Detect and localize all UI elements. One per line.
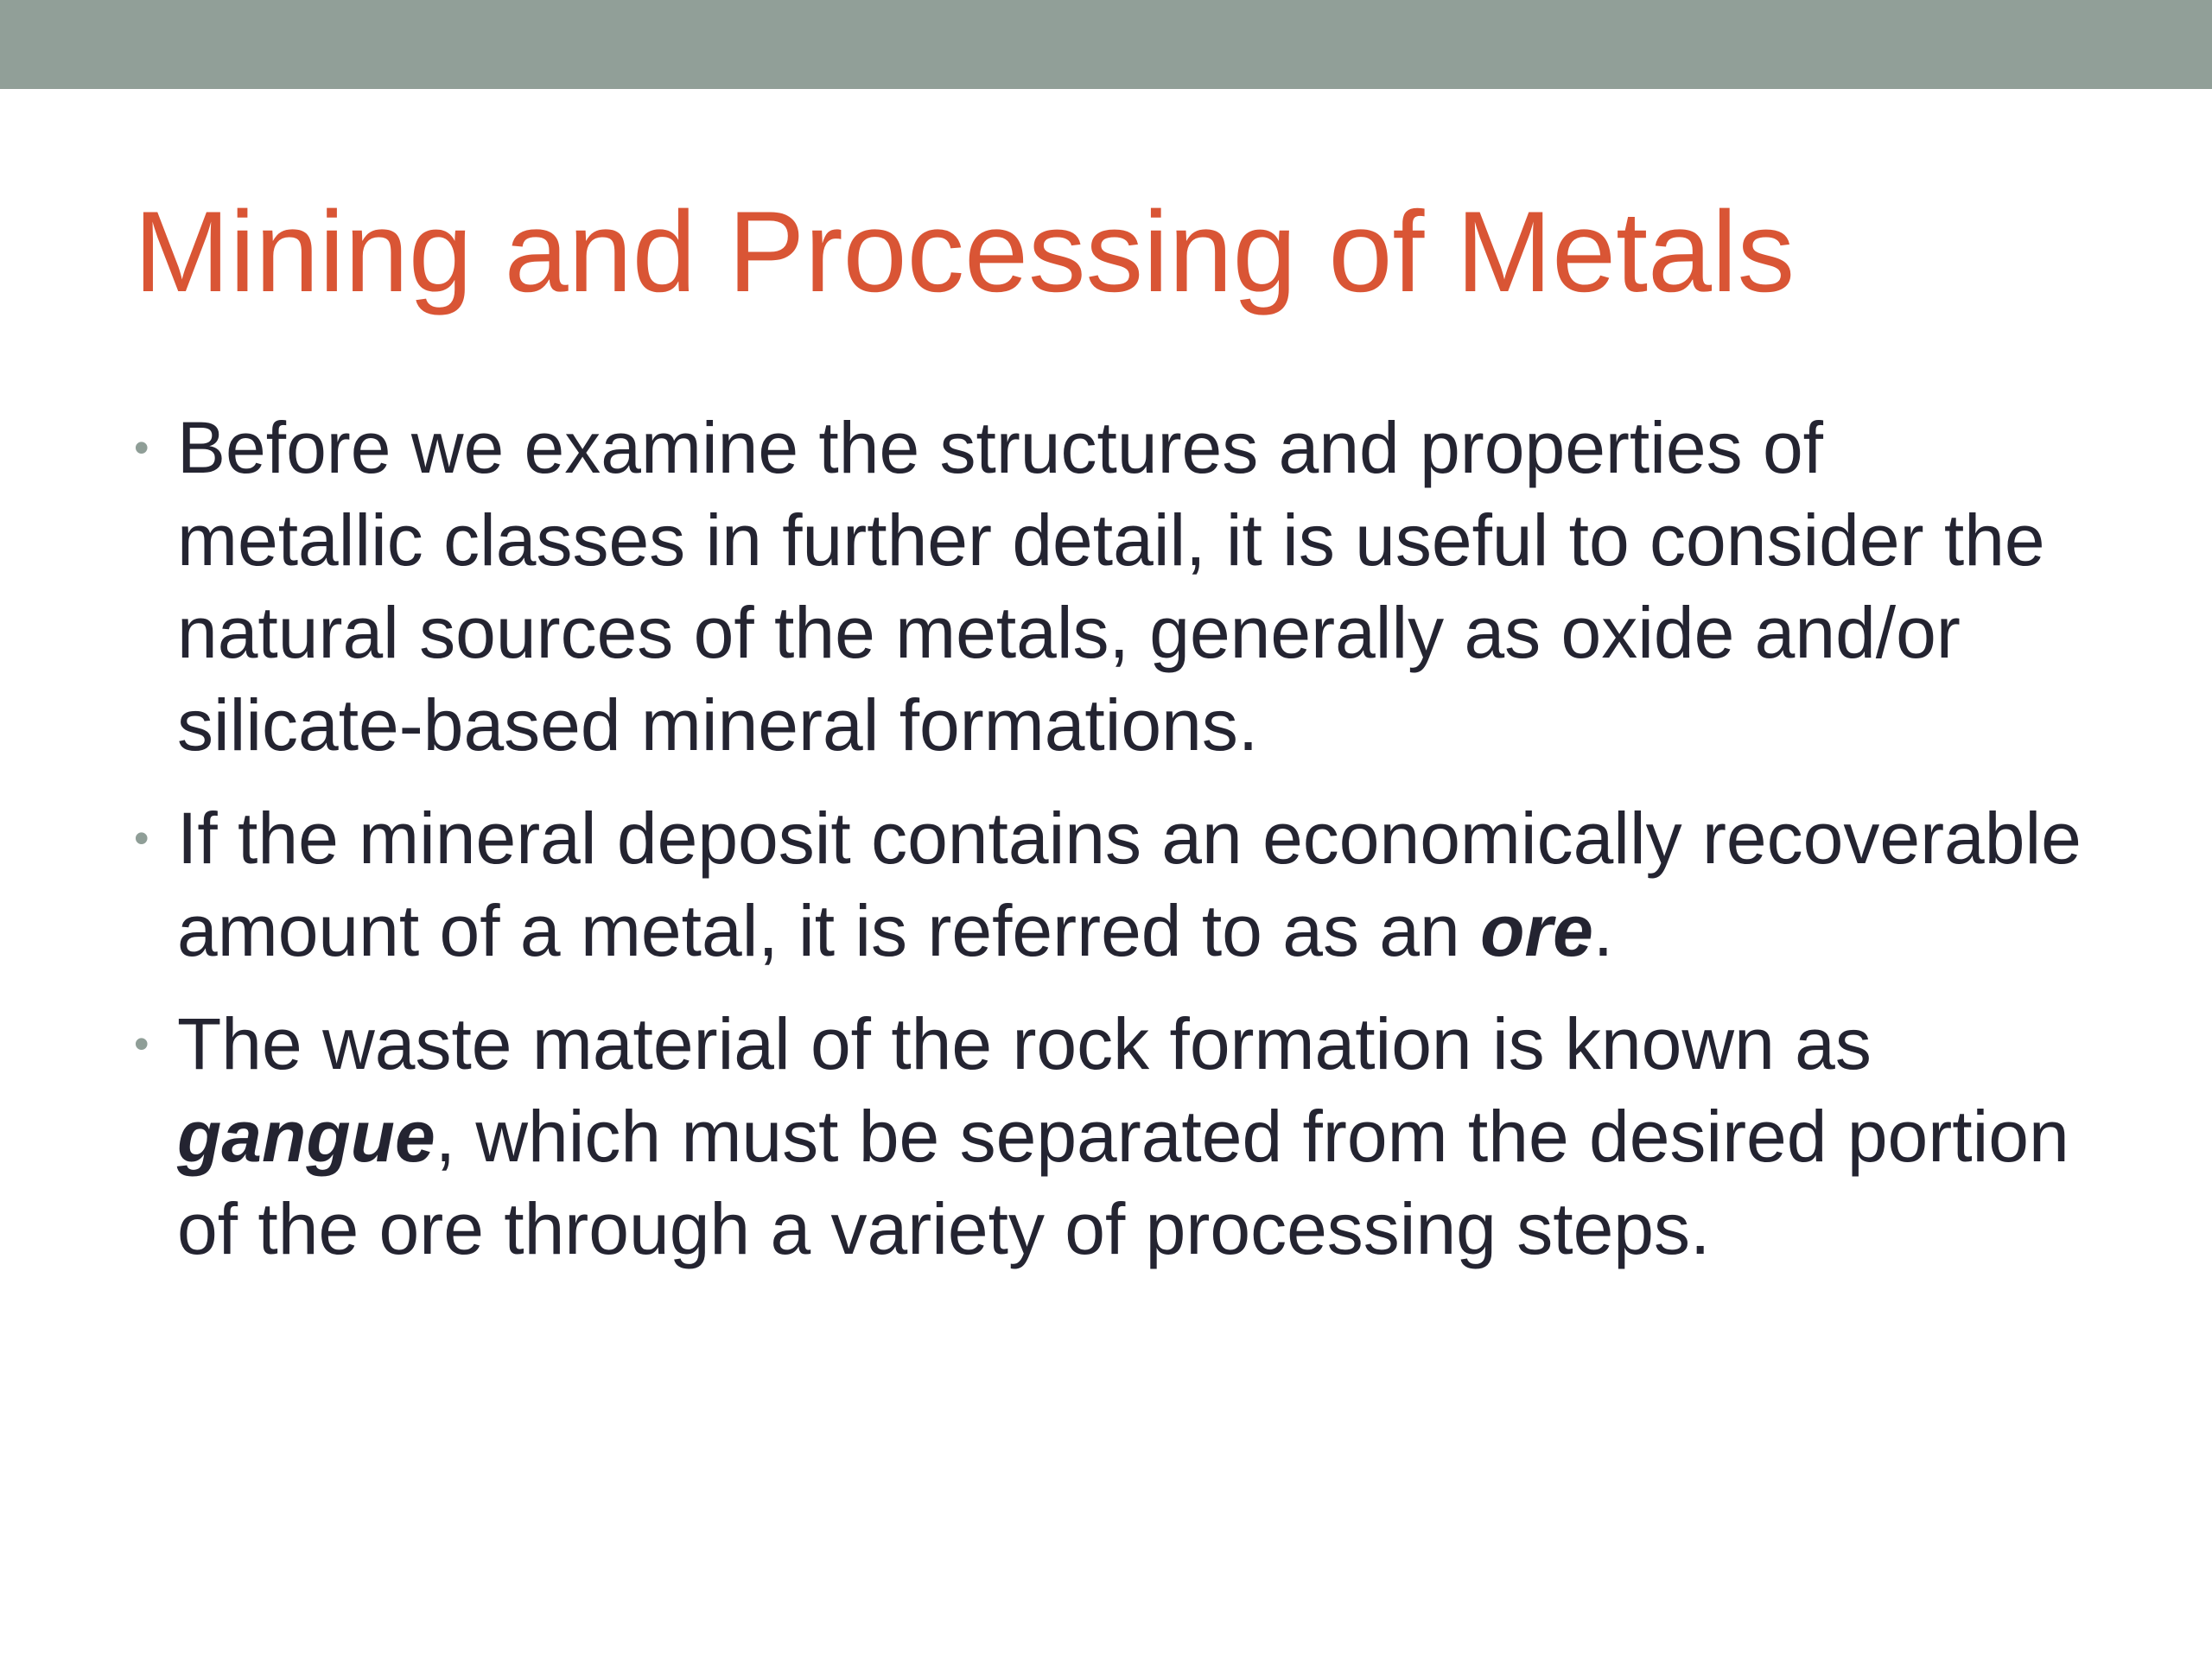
bullet-text-before-term: The waste material of the rock formation is known as	[177, 1003, 1872, 1084]
bullet-dot-icon: •	[134, 1020, 149, 1068]
bullet-text-after-term: .	[1592, 890, 1614, 971]
bullet-dot-icon: •	[134, 814, 149, 862]
slide-title: Mining and Processing of Metals	[134, 188, 1796, 316]
bullet-item-natural-sources	[134, 402, 2087, 772]
term-gangue: gangue	[177, 1096, 435, 1177]
bullet-text-before-term: If the mineral deposit contains an economically recoverable amount of a metal, it is referred to as an	[177, 798, 2082, 971]
bullet-text-after-term: , which must be separated from the desired portion of the ore through a variety of processing steps.	[177, 1096, 2069, 1269]
bullet-item-ore	[134, 792, 2087, 977]
term-ore: ore	[1480, 890, 1593, 971]
bullet-text	[177, 998, 2087, 1275]
header-band	[0, 0, 2212, 89]
bullet-dot-icon: •	[134, 423, 149, 472]
bullet-item-gangue	[134, 998, 2087, 1275]
bullet-list	[134, 402, 2087, 1296]
bullet-text	[177, 792, 2087, 977]
bullet-text: Before we examine the structures and properties of metallic classes in further detail, it is useful to consider the natural sources of the metals, generally as oxide and/or silicate-based mineral formations.	[177, 407, 2045, 766]
